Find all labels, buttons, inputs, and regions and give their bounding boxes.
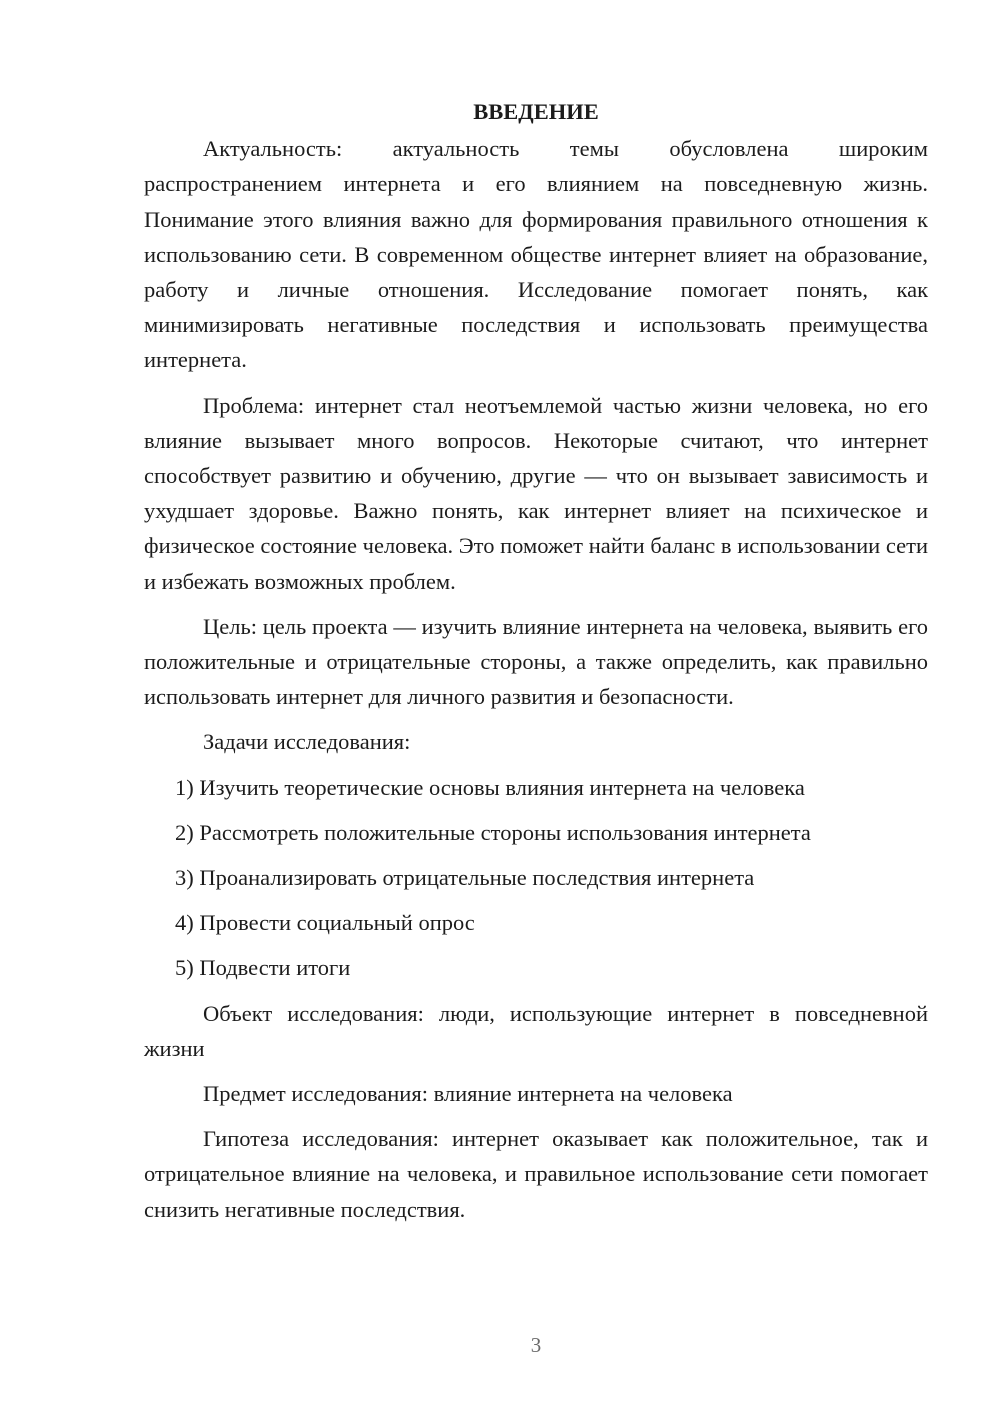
page-content bbox=[144, 94, 928, 1237]
task-item-4: 4) Провести социальный опрос bbox=[175, 910, 475, 936]
problem-paragraph: Проблема: интернет стал неотъемлемой частью жизни человека, но его влияние вызывает много вопросов. Некоторые считают, что интернет способствует развитию и обучению, другие — что он вызывает зависимость и ухудшает здоровье. Важно понять, как интернет влияет на психическое и физическое состояние человека. Это поможет найти баланс в использовании сети и избежать возможных проблем. bbox=[144, 392, 928, 594]
task-item-3: 3) Проанализировать отрицательные последствия интернета bbox=[175, 865, 755, 891]
hypothesis-paragraph: Гипотеза исследования: интернет оказывает как положительное, так и отрицательное влияние на человека, и правильное использование сети помогает снизить негативные последствия. bbox=[144, 1126, 928, 1222]
object-paragraph: Объект исследования: люди, использующие интернет в повседневной жизни bbox=[144, 1000, 928, 1061]
subject-paragraph: Предмет исследования: влияние интернета на человека bbox=[203, 1081, 733, 1107]
section-title: ВВЕДЕНИЕ bbox=[473, 99, 599, 124]
goal-paragraph: Цель: цель проекта — изучить влияние интернета на человека, выявить его положительные и отрицательные стороны, а также определить, как правильно использовать интернет для личного развития и безопасности. bbox=[144, 613, 928, 710]
page-number: 3 bbox=[530, 1333, 542, 1357]
task-item-1: 1) Изучить теоретические основы влияния интернета на человека bbox=[175, 774, 805, 800]
task-item-5: 5) Подвести итоги bbox=[175, 955, 351, 981]
relevance-paragraph: Актуальность: актуальность темы обусловлена широким распространением интернета и его влиянием на повседневную жизнь. Понимание этого влияния важно для формирования правильного отношения к использованию сети. В современном обществе интернет влияет на образование, работу и личные отношения. Исследование помогает понять, как минимизировать негативные последствия и использовать преимущества интернета. bbox=[144, 136, 928, 373]
task-item-2: 2) Рассмотреть положительные стороны использования интернета bbox=[175, 819, 811, 845]
tasks-list bbox=[144, 770, 928, 986]
tasks-heading: Задачи исследования: bbox=[203, 729, 411, 755]
